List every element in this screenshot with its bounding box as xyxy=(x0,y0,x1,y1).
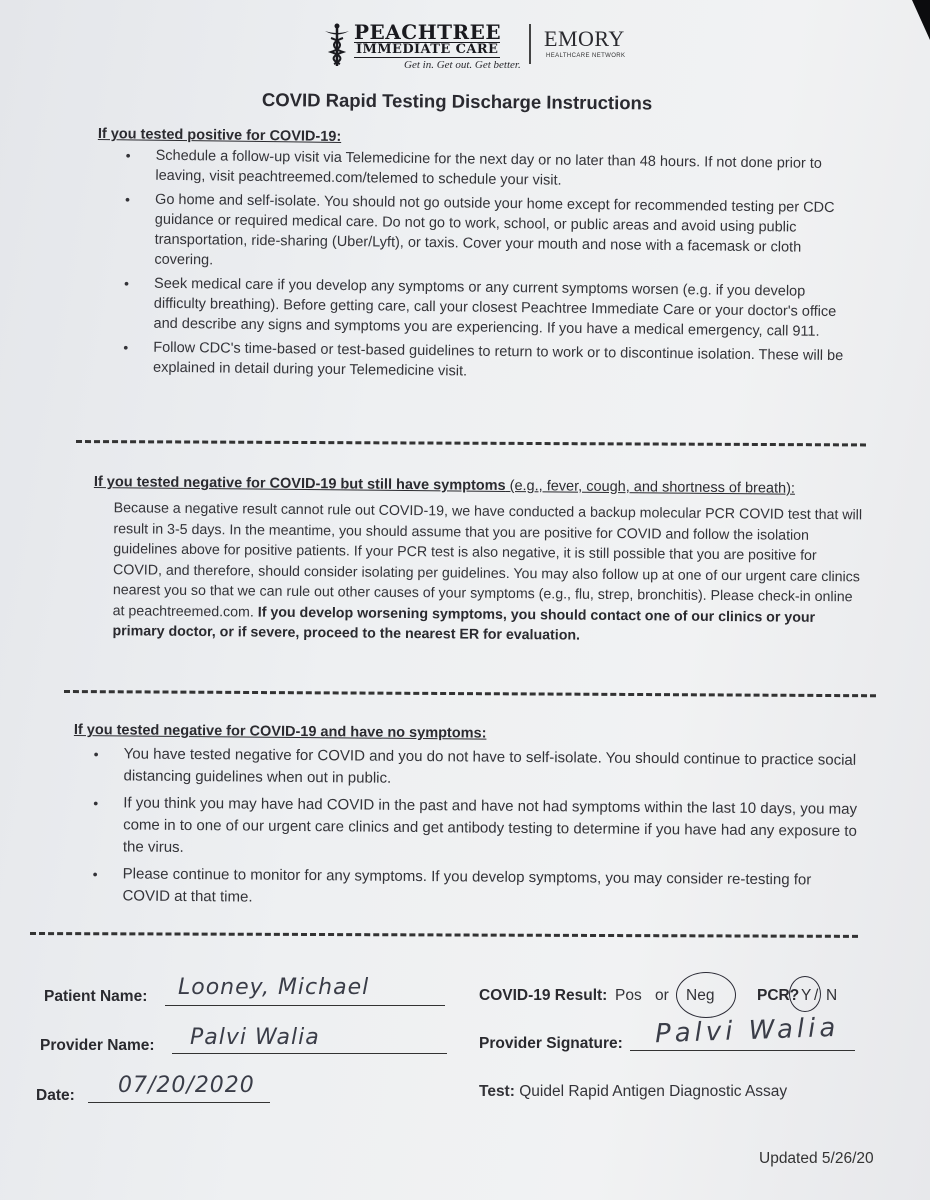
patient-name-line xyxy=(165,1005,445,1006)
pcr-label: PCR? xyxy=(757,987,800,1004)
list-item: • You have tested negative for COVID and you do not have to self-isolate. You should continue to practice social distancing guidelines when out in public. xyxy=(87,743,857,794)
list-item: • Follow CDC's time-based or test-based guidelines to return to work or to discontinue isolation. These will be explained in detail during your Telemedicine visit. xyxy=(117,337,857,386)
pcr-yes-circle xyxy=(789,976,821,1012)
negative-symptoms-heading-text: If you tested negative for COVID-19 but still have symptoms xyxy=(93,474,506,494)
partner-subname: HEALTHCARE NETWORK xyxy=(546,53,626,59)
result-or: or xyxy=(655,987,669,1004)
list-item: • Go home and self-isolate. You should not go outside your home except for recommended testing per CDC guidance or required medical care. Do not go to work, school, or public areas and avoid using public transportation, ride-sharing (Uber/Lyft), or taxis. Cover your mouth and nose with a facemask or cloth covering. xyxy=(118,189,859,278)
pcr-no: N xyxy=(826,987,838,1004)
negative-no-symptoms-heading: If you tested negative for COVID-19 and have no symptoms: xyxy=(73,722,487,742)
covid-result-label: COVID-19 Result: xyxy=(479,987,608,1004)
negative-symptoms-paragraph xyxy=(112,498,868,649)
brand-name: PEACHTREE xyxy=(354,20,502,44)
result-pos: Pos xyxy=(615,987,642,1004)
negative-symptoms-heading-suffix: (e.g., fever, cough, and shortness of breath): xyxy=(505,477,796,497)
result-neg: Neg xyxy=(686,987,715,1004)
result-neg-circle xyxy=(676,972,736,1018)
date-label: Date: xyxy=(36,1087,75,1104)
provider-signature-label: Provider Signature: xyxy=(479,1035,623,1052)
negative-symptoms-warning: If you develop worsening symptoms, you should contact one of our clinics or your primary doctor, or if severe, proceed to the nearest ER for evaluation. xyxy=(112,604,816,644)
provider-signature-line xyxy=(630,1050,855,1051)
negative-no-symptoms-section xyxy=(72,722,874,914)
partner-name: EMORY xyxy=(544,26,625,51)
positive-section xyxy=(95,126,868,386)
negative-symptoms-section xyxy=(92,474,874,649)
caduceus-icon xyxy=(322,22,352,68)
date-value: 07/20/2020 xyxy=(118,1073,255,1098)
provider-name-value: Palvi Walia xyxy=(190,1025,320,1050)
brand-tagline: Get in. Get out. Get better. xyxy=(404,59,521,71)
updated-date: Updated 5/26/20 xyxy=(759,1150,874,1167)
list-item: • Schedule a follow-up visit via Telemedicine for the next day or no later than 48 hours. If not done prior to leaving, visit peachtreemed.com/telemed to schedule your visit. xyxy=(119,145,859,194)
brand-subname: IMMEDIATE CARE xyxy=(356,42,499,57)
positive-heading: If you tested positive for COVID-19: xyxy=(97,126,342,145)
date-line xyxy=(88,1102,270,1103)
pcr-yes: Y xyxy=(801,987,812,1004)
provider-name-line xyxy=(172,1053,447,1054)
list-item: • Please continue to monitor for any symptoms. If you develop symptoms, you may consider re-testing for COVID at that time. xyxy=(86,863,856,914)
provider-name-label: Provider Name: xyxy=(40,1037,155,1054)
provider-signature-value: Palvi Walia xyxy=(654,1012,840,1050)
header-logo xyxy=(322,18,642,76)
test-value: Quidel Rapid Antigen Diagnostic Assay xyxy=(519,1083,788,1100)
logo-divider xyxy=(529,24,531,64)
pcr-slash: / xyxy=(814,987,819,1004)
list-item: • If you think you may have had COVID in the past and have not had symptoms within the last 10 days, you may come in to one of our urgent care clinics and get antibody testing to determine if you have had any exposure to the virus. xyxy=(87,792,858,865)
page-title: COVID Rapid Testing Discharge Instructions xyxy=(261,89,653,114)
negative-symptoms-body: Because a negative result cannot rule out COVID-19, we have conducted a backup molecular PCR COVID test that will result in 3-5 days. In the meantime, you should assume that you are positive for COVID and follow the isolation guidelines above for positive patients. If your PCR test is also negative, it is still possible that you are positive for COVID, and therefore, should consider isolating per guidelines. You may also follow up at one of our urgent care clinics nearest you so that we can rule out other causes of your symptoms (e.g., flu, strep, bronchitis). Please check-in online at peachtreemed.com. xyxy=(112,500,863,621)
test-info xyxy=(479,1083,787,1101)
test-label: Test: xyxy=(479,1083,515,1100)
patient-name-value: Looney, Michael xyxy=(178,975,370,1000)
negative-no-symptoms-list xyxy=(86,743,857,914)
positive-list xyxy=(117,145,860,386)
patient-name-label: Patient Name: xyxy=(44,988,148,1005)
list-item: • Seek medical care if you develop any symptoms or any current symptoms worsen (e.g. if you develop difficulty breathing). Before getting care, call your closest Peachtree Immediate Care or your doctor's office and describe any signs and symptoms you are experiencing. If you have a medical emergency, call 911. xyxy=(117,273,858,342)
